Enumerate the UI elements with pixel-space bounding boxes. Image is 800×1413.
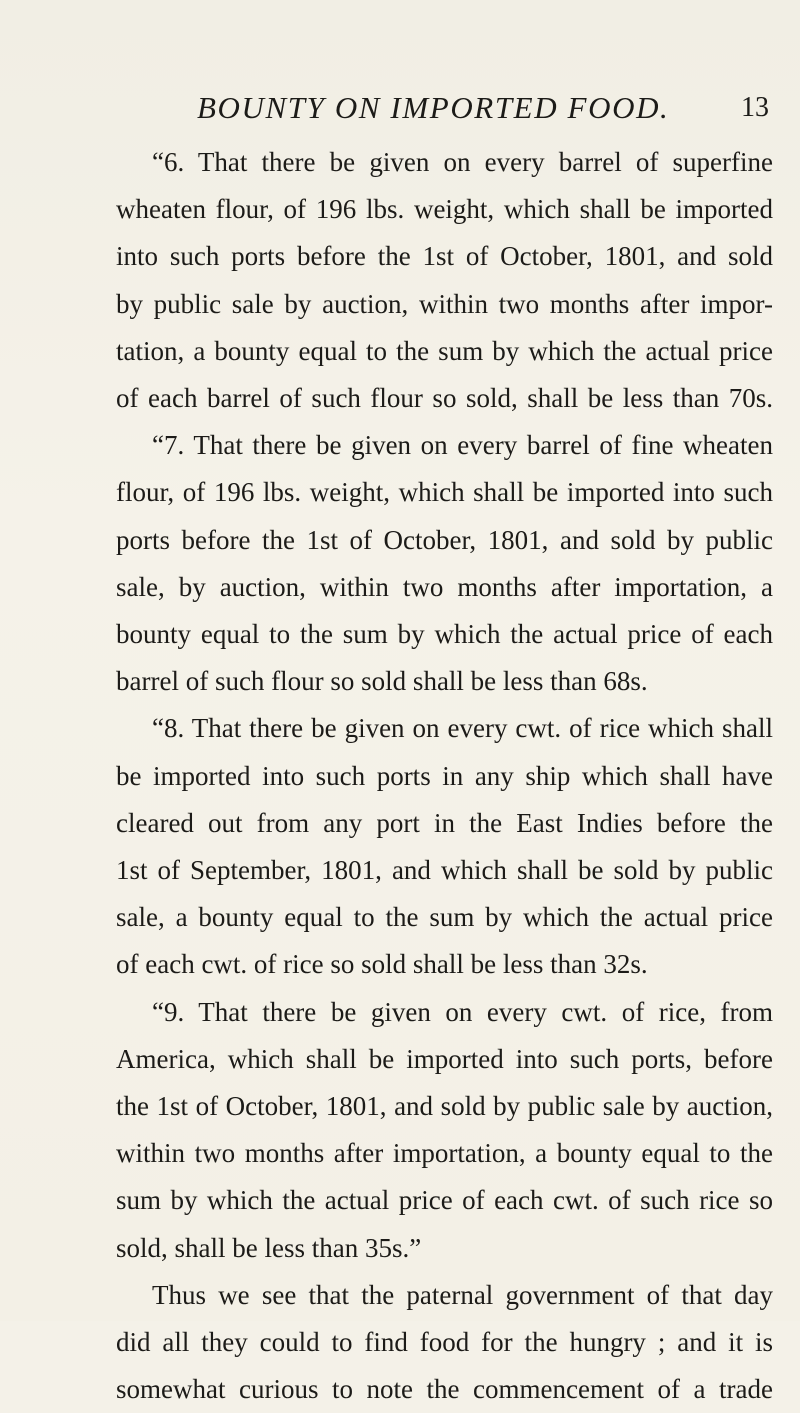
- text-line: the 1st of October, 1801, and sold by public sale by auction,: [116, 1091, 773, 1122]
- text-line: tation, a bounty equal to the sum by which the actual price: [116, 335, 773, 366]
- text-line: “9. That there be given on every cwt. of rice, from: [152, 996, 773, 1027]
- paragraph-paternal-government: [116, 1272, 773, 1413]
- running-title: BOUNTY ON IMPORTED FOOD.: [197, 90, 670, 125]
- text-line: bounty equal to the sum by which the actual price of each: [116, 619, 773, 650]
- text-line: somewhat curious to note the commencement of a trade: [116, 1374, 773, 1405]
- paragraph-bounty-superfine-flour: [116, 139, 773, 422]
- text-line: cleared out from any port in the East Indies before the: [116, 807, 773, 838]
- text-line: within two months after importation, a bounty equal to the: [116, 1138, 773, 1169]
- text-line: by public sale by auction, within two months after impor-: [116, 288, 773, 319]
- text-line: flour, of 196 lbs. weight, which shall be imported into such: [116, 477, 773, 508]
- text-line: wheaten flour, of 196 lbs. weight, which shall be imported: [116, 194, 773, 225]
- text-line: sum by which the actual price of each cwt. of such rice so: [116, 1185, 773, 1216]
- paragraph-bounty-american-rice: [116, 989, 773, 1272]
- text-line: sold, shall be less than 35s.”: [116, 1232, 422, 1263]
- text-line: sale, by auction, within two months after importation, a: [116, 571, 773, 602]
- page-number: 13: [741, 92, 769, 123]
- text-line: barrel of such flour so sold shall be less than 68s.: [116, 666, 648, 697]
- text-line: “7. That there be given on every barrel of fine wheaten: [152, 430, 773, 461]
- paragraph-bounty-east-indies-rice: [116, 705, 773, 988]
- text-line: sale, a bounty equal to the sum by which the actual price: [116, 902, 773, 933]
- text-line: be imported into such ports in any ship which shall have: [116, 760, 773, 791]
- text-line: did all they could to find food for the hungry ; and it is: [116, 1327, 773, 1358]
- text-line: “6. That there be given on every barrel of superfine: [152, 147, 773, 177]
- text-line: Thus we see that the paternal government of that day: [152, 1279, 773, 1310]
- paragraph-bounty-fine-flour: [116, 422, 773, 705]
- text-line: of each barrel of such flour so sold, shall be less than 70s.: [116, 383, 773, 414]
- text-line: 1st of September, 1801, and which shall be sold by public: [116, 855, 773, 886]
- body-text: [116, 139, 773, 1413]
- text-line: “8. That there be given on every cwt. of rice which shall: [152, 713, 773, 744]
- text-line: America, which shall be imported into such ports, before: [116, 1043, 773, 1074]
- page-header: [0, 90, 800, 130]
- text-line: of each cwt. of rice so sold shall be less than 32s.: [116, 949, 648, 980]
- text-line: ports before the 1st of October, 1801, and sold by public: [116, 524, 773, 555]
- text-line: into such ports before the 1st of October, 1801, and sold: [116, 241, 773, 272]
